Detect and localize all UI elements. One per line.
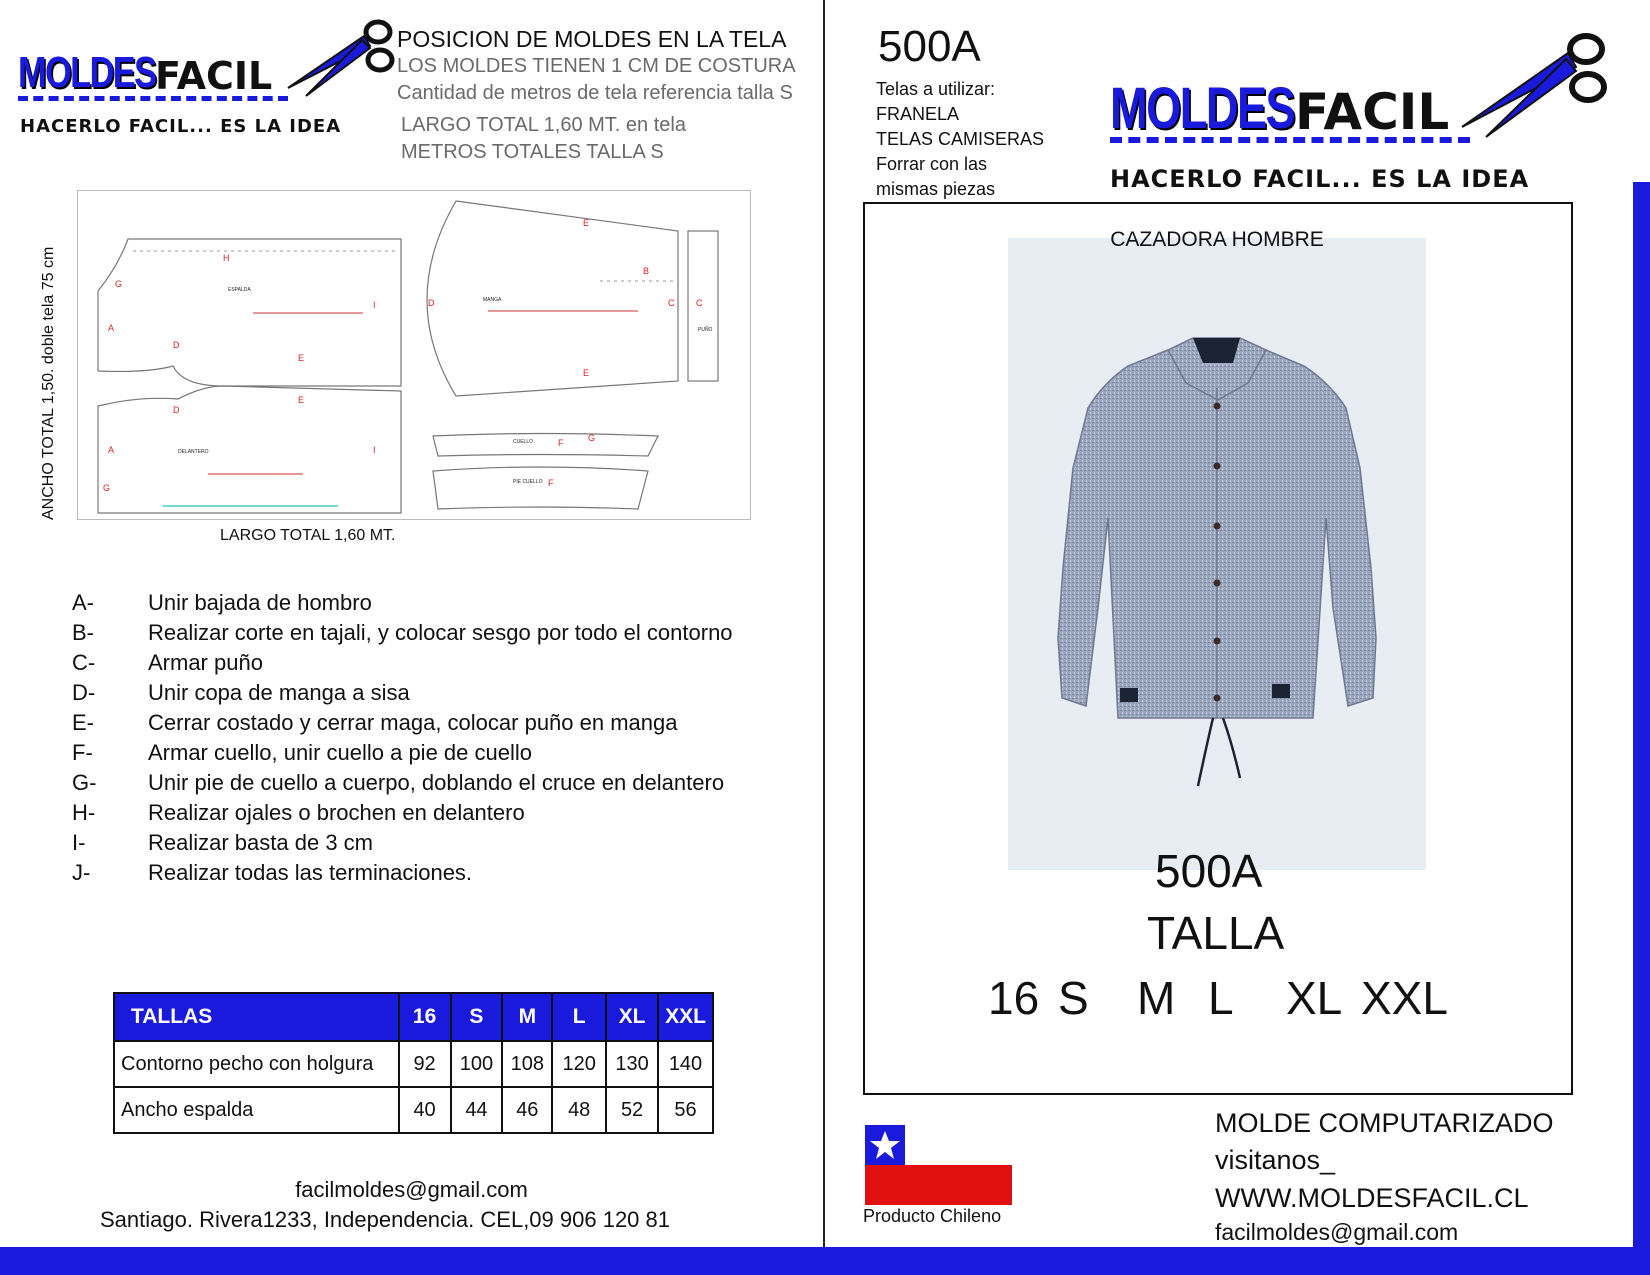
table-row: Ancho espalda 40 44 46 48 52 56 bbox=[114, 1087, 713, 1133]
instruction-item: J- Realizar todas las terminaciones. bbox=[72, 860, 473, 885]
flag-caption: Producto Chileno bbox=[863, 1206, 1002, 1226]
logo-facil-text: FACIL bbox=[1295, 83, 1450, 141]
product-code-top: 500A bbox=[878, 22, 981, 71]
left-logo bbox=[18, 48, 393, 138]
svg-text:I: I bbox=[373, 445, 376, 455]
logo-underline bbox=[1110, 137, 1470, 143]
contact-address: Santiago. Rivera1233, Independencia. CEL,09 906 120 81 bbox=[100, 1207, 670, 1232]
svg-text:G: G bbox=[115, 279, 123, 289]
logo-tagline: HACERLO FACIL... ES LA IDEA bbox=[20, 116, 342, 137]
svg-text:PIE CUELLO: PIE CUELLO bbox=[513, 479, 543, 485]
website-link[interactable]: WWW.MOLDESFACIL.CL bbox=[1215, 1183, 1529, 1213]
svg-text:D: D bbox=[173, 340, 180, 350]
product-photo bbox=[1008, 238, 1426, 870]
diagram-length-label: LARGO TOTAL 1,60 MT. bbox=[220, 527, 396, 544]
diagram-letter-f: F bbox=[558, 438, 564, 448]
fabric-info: Telas a utilizar: FRANELA TELAS CAMISERAS Forrar con las mismas piezas bbox=[876, 79, 1045, 199]
instruction-item: F- Armar cuello, unir cuello a pie de cuello bbox=[72, 740, 532, 765]
svg-text:CUELLO: CUELLO bbox=[513, 439, 534, 445]
total-length-note: LARGO TOTAL 1,60 MT. en tela bbox=[401, 114, 686, 136]
size-table-header: TALLAS 16 S M L XL XXL bbox=[114, 993, 713, 1041]
svg-text:E: E bbox=[583, 218, 590, 228]
fabric-reference: Cantidad de metros de tela referencia talla S bbox=[397, 82, 793, 104]
svg-text:H: H bbox=[223, 253, 230, 263]
svg-text:I: I bbox=[373, 300, 376, 310]
promo-line-2: visitanos_ bbox=[1215, 1145, 1336, 1175]
promo-line-1: MOLDE COMPUTARIZADO bbox=[1215, 1108, 1554, 1138]
svg-text:PUÑO: PUÑO bbox=[698, 327, 713, 333]
logo-moldes-text: MOLDES bbox=[18, 48, 156, 97]
contact-email: facilmoldes@gmail.com bbox=[295, 1177, 528, 1202]
product-code-large: 500A bbox=[1155, 845, 1263, 897]
right-logo bbox=[1110, 75, 1630, 195]
instruction-item: C- Armar puño bbox=[72, 650, 263, 675]
instruction-item: I- Realizar basta de 3 cm bbox=[72, 830, 373, 855]
logo-moldes-text: MOLDES bbox=[1110, 76, 1295, 141]
size-xl: XL bbox=[1286, 972, 1343, 1024]
pattern-pieces-drawing bbox=[78, 191, 752, 521]
svg-text:G: G bbox=[588, 433, 596, 443]
logo-facil-text: FACIL bbox=[155, 54, 273, 98]
seam-note: LOS MOLDES TIENEN 1 CM DE COSTURA bbox=[397, 55, 796, 77]
table-row: Contorno pecho con holgura 92 100 108 120 130 140 bbox=[114, 1041, 713, 1087]
instruction-item: A- Unir bajada de hombro bbox=[72, 590, 372, 615]
bottom-blue-bar bbox=[0, 1247, 1650, 1275]
svg-text:ESPALDA: ESPALDA bbox=[228, 287, 251, 293]
instruction-item: B- Realizar corte en tajali, y colocar sesgo por todo el contorno bbox=[72, 620, 733, 645]
layout-title: POSICION DE MOLDES EN LA TELA bbox=[397, 26, 787, 52]
chile-flag-stripe bbox=[865, 1165, 1012, 1205]
diagram-width-label: ANCHO TOTAL 1,50. doble tela 75 cm bbox=[40, 246, 57, 520]
instruction-item: G- Unir pie de cuello a cuerpo, doblando el cruce en delantero bbox=[72, 770, 725, 795]
jacket-illustration bbox=[1008, 238, 1426, 870]
svg-text:E: E bbox=[298, 395, 305, 405]
promo-email[interactable]: facilmoldes@gmail.com bbox=[1215, 1219, 1459, 1245]
product-title: CAZADORA HOMBRE bbox=[1110, 228, 1324, 251]
size-16: 16 bbox=[988, 972, 1040, 1024]
scissors-icon bbox=[286, 18, 396, 98]
diagram-letter-b: B bbox=[643, 266, 650, 276]
width-label-container bbox=[40, 246, 64, 820]
diagram-letter-c: C bbox=[668, 298, 675, 308]
talla-label: TALLA bbox=[1147, 907, 1285, 959]
scissors-icon bbox=[1460, 29, 1610, 139]
svg-text:MANGA: MANGA bbox=[483, 297, 502, 303]
svg-text:E: E bbox=[583, 368, 590, 378]
svg-text:A: A bbox=[108, 445, 115, 455]
diagram-letter-a: A bbox=[108, 323, 115, 333]
size-s: S bbox=[1058, 972, 1089, 1024]
svg-text:G: G bbox=[103, 483, 111, 493]
star-icon bbox=[869, 1129, 901, 1161]
size-l: L bbox=[1208, 972, 1234, 1024]
svg-text:E: E bbox=[298, 353, 305, 363]
svg-text:D: D bbox=[173, 405, 180, 415]
svg-text:F: F bbox=[548, 478, 554, 488]
total-meters-note: METROS TOTALES TALLA S bbox=[401, 141, 664, 163]
logo-underline bbox=[18, 96, 288, 101]
instruction-item: D- Unir copa de manga a sisa bbox=[72, 680, 410, 705]
right-blue-bar bbox=[1633, 182, 1650, 1275]
instruction-item: H- Realizar ojales o brochen en delantero bbox=[72, 800, 525, 825]
available-sizes bbox=[0, 971, 1650, 1027]
size-m: M bbox=[1137, 972, 1176, 1024]
instruction-item: E- Cerrar costado y cerrar maga, colocar puño en manga bbox=[72, 710, 678, 735]
svg-text:DELANTERO: DELANTERO bbox=[178, 449, 209, 455]
pattern-layout-diagram bbox=[77, 190, 751, 520]
svg-text:C: C bbox=[696, 298, 703, 308]
size-xxl: XXL bbox=[1361, 972, 1448, 1024]
logo-tagline: HACERLO FACIL... ES LA IDEA bbox=[1110, 165, 1530, 193]
svg-text:D: D bbox=[428, 298, 435, 308]
page-divider bbox=[823, 0, 825, 1250]
